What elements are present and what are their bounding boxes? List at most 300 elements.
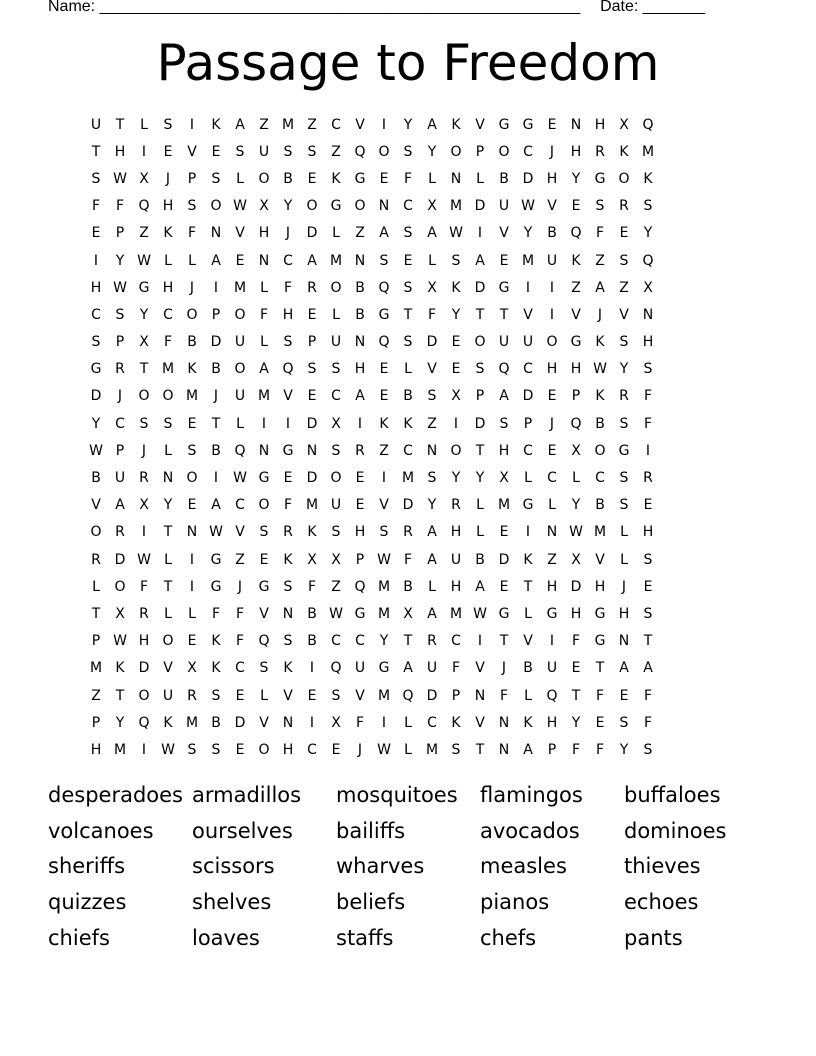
grid-letter: Z: [139, 225, 149, 242]
grid-letter: U: [522, 334, 534, 351]
grid-letter: A: [403, 660, 413, 677]
grid-letter: K: [619, 143, 629, 160]
grid-letter: E: [643, 497, 653, 514]
grid-letter: X: [139, 170, 149, 187]
grid-letter: M: [161, 361, 175, 378]
grid-letter: I: [381, 470, 387, 487]
grid-letter: H: [594, 578, 606, 595]
grid-letter: E: [307, 687, 317, 704]
grid-letter: H: [114, 143, 126, 160]
grid-letter: X: [331, 415, 341, 432]
grid-letter: A: [235, 116, 245, 133]
grid-row: [84, 111, 732, 138]
grid-letter: V: [475, 660, 485, 677]
grid-letter: C: [115, 415, 125, 432]
grid-letter: V: [547, 198, 557, 215]
grid-letter: K: [523, 714, 533, 731]
grid-letter: I: [93, 252, 99, 269]
grid-letter: L: [476, 524, 484, 541]
grid-letter: S: [283, 578, 293, 595]
grid-letter: A: [619, 660, 629, 677]
grid-letter: W: [377, 741, 391, 758]
grid-letter: O: [618, 170, 630, 187]
grid-letter: I: [285, 415, 291, 432]
grid-letter: M: [329, 252, 343, 269]
grid-row: [84, 410, 732, 437]
grid-letter: S: [139, 415, 149, 432]
grid-row: [84, 464, 732, 491]
grid-letter: W: [521, 198, 535, 215]
grid-letter: A: [427, 225, 437, 242]
grid-letter: G: [498, 605, 510, 622]
grid-letter: A: [115, 497, 125, 514]
grid-letter: X: [331, 714, 341, 731]
grid-letter: Q: [138, 714, 150, 731]
grid-letter: R: [115, 524, 125, 541]
grid-letter: M: [89, 660, 103, 677]
grid-letter: T: [163, 524, 173, 541]
grid-letter: Y: [139, 306, 149, 323]
grid-letter: X: [259, 198, 269, 215]
grid-letter: E: [499, 524, 509, 541]
grid-letter: U: [498, 334, 510, 351]
grid-letter: F: [187, 225, 197, 242]
grid-letter: V: [235, 524, 245, 541]
grid-letter: M: [257, 388, 271, 405]
grid-letter: Z: [595, 252, 605, 269]
grid-letter: I: [381, 714, 387, 731]
grid-letter: H: [162, 279, 174, 296]
grid-letter: C: [331, 116, 341, 133]
grid-letter: H: [546, 578, 558, 595]
page-title: Passage to Freedom: [156, 34, 660, 92]
grid-letter: S: [403, 279, 413, 296]
grid-letter: S: [451, 252, 461, 269]
grid-letter: V: [523, 306, 533, 323]
grid-letter: T: [595, 660, 605, 677]
grid-letter: N: [282, 714, 294, 731]
grid-letter: F: [643, 415, 653, 432]
grid-letter: P: [355, 551, 365, 568]
grid-letter: X: [571, 551, 581, 568]
grid-letter: X: [139, 497, 149, 514]
grid-row: [84, 383, 732, 410]
grid-letter: D: [522, 170, 534, 187]
grid-letter: L: [260, 279, 268, 296]
grid-letter: I: [453, 415, 459, 432]
grid-row: [84, 682, 732, 709]
grid-letter: X: [331, 551, 341, 568]
grid-letter: U: [258, 143, 270, 160]
grid-letter: B: [475, 551, 485, 568]
grid-letter: C: [595, 470, 605, 487]
grid-letter: H: [282, 306, 294, 323]
grid-letter: S: [259, 660, 269, 677]
grid-letter: C: [331, 388, 341, 405]
word-item: desperadoes: [48, 783, 183, 807]
grid-letter: J: [357, 741, 363, 758]
header-fields: [48, 0, 705, 17]
grid-letter: H: [642, 524, 654, 541]
grid-letter: A: [427, 524, 437, 541]
word-item: wharves: [336, 854, 425, 879]
grid-letter: P: [115, 334, 125, 351]
grid-letter: N: [546, 524, 558, 541]
grid-letter: W: [137, 252, 151, 269]
grid-letter: N: [378, 198, 390, 215]
grid-letter: X: [427, 198, 437, 215]
grid-letter: G: [378, 660, 390, 677]
grid-letter: K: [211, 660, 221, 677]
grid-letter: I: [645, 442, 651, 459]
grid-letter: U: [114, 470, 126, 487]
grid-letter: Q: [546, 687, 558, 704]
grid-letter: M: [593, 524, 607, 541]
grid-letter: J: [189, 279, 195, 296]
grid-letter: L: [188, 252, 196, 269]
grid-letter: U: [330, 334, 342, 351]
grid-letter: I: [189, 551, 195, 568]
grid-letter: F: [235, 633, 245, 650]
grid-letter: B: [211, 714, 221, 731]
grid-letter: K: [187, 361, 197, 378]
grid-letter: Z: [91, 687, 101, 704]
grid-letter: Q: [378, 334, 390, 351]
grid-letter: P: [91, 714, 101, 731]
grid-letter: Z: [235, 551, 245, 568]
grid-letter: L: [404, 361, 412, 378]
grid-letter: K: [283, 660, 293, 677]
grid-letter: S: [643, 361, 653, 378]
grid-row: [84, 709, 732, 736]
grid-letter: T: [571, 687, 581, 704]
grid-letter: E: [643, 578, 653, 595]
grid-letter: O: [258, 741, 270, 758]
grid-letter: F: [595, 687, 605, 704]
grid-letter: H: [258, 225, 270, 242]
grid-letter: F: [211, 605, 221, 622]
grid-letter: E: [547, 116, 557, 133]
grid-letter: L: [332, 225, 340, 242]
grid-letter: C: [403, 442, 413, 459]
grid-letter: H: [354, 361, 366, 378]
grid-letter: Y: [643, 225, 653, 242]
grid-letter: S: [331, 687, 341, 704]
grid-letter: I: [309, 660, 315, 677]
grid-letter: Q: [234, 442, 246, 459]
grid-letter: G: [330, 198, 342, 215]
grid-letter: K: [283, 551, 293, 568]
grid-letter: C: [403, 198, 413, 215]
grid-letter: H: [570, 143, 582, 160]
grid-letter: U: [234, 388, 246, 405]
grid-letter: D: [138, 660, 150, 677]
grid-letter: I: [477, 633, 483, 650]
grid-letter: Y: [475, 470, 485, 487]
grid-letter: Z: [619, 279, 629, 296]
grid-letter: F: [643, 687, 653, 704]
grid-letter: L: [428, 578, 436, 595]
grid-letter: L: [572, 470, 580, 487]
grid-letter: I: [525, 279, 531, 296]
grid-letter: H: [138, 633, 150, 650]
grid-letter: E: [547, 442, 557, 459]
grid-letter: D: [306, 415, 318, 432]
word-item: buffaloes: [624, 783, 721, 807]
grid-letter: L: [164, 442, 172, 459]
grid-letter: R: [403, 524, 413, 541]
grid-letter: E: [619, 687, 629, 704]
grid-letter: B: [187, 334, 197, 351]
name-field: Name: ______________________________________________________: [48, 0, 581, 15]
grid-row: [84, 274, 732, 301]
grid-letter: L: [620, 551, 628, 568]
grid-letter: L: [524, 687, 532, 704]
grid-letter: T: [499, 633, 509, 650]
grid-letter: Y: [451, 306, 461, 323]
grid-letter: S: [403, 334, 413, 351]
word-item: bailiffs: [336, 818, 406, 843]
grid-letter: V: [499, 225, 509, 242]
grid-letter: E: [355, 470, 365, 487]
grid-letter: I: [141, 524, 147, 541]
grid-row: [84, 437, 732, 464]
grid-letter: O: [378, 143, 390, 160]
grid-letter: W: [137, 551, 151, 568]
grid-letter: P: [211, 306, 221, 323]
grid-letter: R: [187, 687, 197, 704]
grid-letter: M: [641, 143, 655, 160]
grid-row: [84, 220, 732, 247]
grid-letter: N: [354, 334, 366, 351]
grid-letter: E: [451, 334, 461, 351]
grid-letter: L: [140, 116, 148, 133]
word-item: loaves: [192, 925, 260, 950]
grid-letter: S: [643, 551, 653, 568]
grid-letter: J: [501, 660, 507, 677]
grid-letter: U: [330, 497, 342, 514]
grid-letter: A: [475, 578, 485, 595]
word-item: beliefs: [336, 890, 406, 915]
grid-letter: R: [355, 442, 365, 459]
grid-letter: K: [379, 415, 389, 432]
grid-letter: Y: [571, 714, 581, 731]
grid-letter: H: [546, 714, 558, 731]
grid-letter: M: [377, 605, 391, 622]
grid-letter: F: [403, 551, 413, 568]
grid-letter: D: [90, 388, 102, 405]
grid-letter: I: [549, 633, 555, 650]
grid-letter: J: [141, 442, 147, 459]
grid-letter: Q: [138, 198, 150, 215]
grid-letter: P: [475, 388, 485, 405]
grid-letter: B: [211, 361, 221, 378]
grid-letter: X: [643, 279, 653, 296]
grid-letter: P: [187, 170, 197, 187]
grid-letter: S: [91, 334, 101, 351]
word-bank: [48, 779, 768, 957]
grid-letter: Q: [498, 361, 510, 378]
grid-letter: L: [164, 252, 172, 269]
grid-letter: W: [89, 442, 103, 459]
grid-letter: E: [283, 470, 293, 487]
grid-letter: W: [593, 361, 607, 378]
grid-letter: O: [162, 633, 174, 650]
grid-letter: F: [259, 306, 269, 323]
grid-letter: G: [138, 279, 150, 296]
grid-letter: C: [331, 633, 341, 650]
grid-letter: H: [282, 741, 294, 758]
grid-letter: H: [450, 578, 462, 595]
grid-letter: M: [425, 741, 439, 758]
grid-letter: A: [499, 388, 509, 405]
grid-letter: O: [210, 198, 222, 215]
grid-letter: V: [91, 497, 101, 514]
grid-row: [84, 546, 732, 573]
grid-letter: T: [211, 415, 221, 432]
grid-letter: W: [569, 524, 583, 541]
grid-letter: S: [211, 741, 221, 758]
grid-letter: F: [571, 741, 581, 758]
grid-row: [84, 329, 732, 356]
grid-letter: V: [475, 714, 485, 731]
grid-letter: G: [378, 306, 390, 323]
grid-letter: Z: [379, 442, 389, 459]
grid-letter: N: [498, 741, 510, 758]
grid-letter: U: [426, 660, 438, 677]
grid-letter: U: [234, 334, 246, 351]
grid-letter: D: [402, 497, 414, 514]
grid-letter: H: [450, 524, 462, 541]
grid-letter: Z: [331, 143, 341, 160]
grid-letter: S: [619, 714, 629, 731]
grid-letter: I: [141, 741, 147, 758]
word-item: ourselves: [192, 818, 293, 843]
grid-row: [84, 628, 732, 655]
grid-letter: S: [283, 143, 293, 160]
word-item: thieves: [624, 854, 701, 879]
grid-letter: S: [283, 334, 293, 351]
grid-letter: O: [546, 334, 558, 351]
grid-letter: Q: [570, 415, 582, 432]
grid-letter: G: [282, 442, 294, 459]
grid-letter: K: [211, 633, 221, 650]
grid-letter: R: [307, 279, 317, 296]
word-item: shelves: [192, 890, 272, 915]
grid-letter: G: [498, 116, 510, 133]
grid-letter: E: [307, 388, 317, 405]
grid-letter: M: [521, 252, 535, 269]
grid-letter: T: [475, 306, 485, 323]
grid-letter: P: [115, 225, 125, 242]
grid-letter: T: [523, 578, 533, 595]
grid-letter: S: [595, 198, 605, 215]
grid-letter: E: [163, 143, 173, 160]
grid-letter: N: [618, 633, 630, 650]
grid-letter: D: [210, 334, 222, 351]
grid-letter: L: [428, 170, 436, 187]
grid-letter: O: [498, 143, 510, 160]
grid-letter: S: [163, 415, 173, 432]
grid-letter: N: [498, 714, 510, 731]
grid-letter: P: [91, 633, 101, 650]
grid-letter: G: [354, 170, 366, 187]
grid-letter: S: [331, 442, 341, 459]
grid-letter: R: [91, 551, 101, 568]
grid-letter: G: [522, 116, 534, 133]
grid-letter: X: [451, 388, 461, 405]
grid-letter: E: [379, 170, 389, 187]
grid-letter: Q: [642, 116, 654, 133]
grid-letter: E: [379, 388, 389, 405]
grid-letter: H: [162, 198, 174, 215]
grid-letter: Y: [523, 225, 533, 242]
grid-letter: G: [594, 633, 606, 650]
grid-letter: N: [570, 116, 582, 133]
grid-letter: H: [90, 279, 102, 296]
grid-letter: A: [475, 252, 485, 269]
grid-letter: H: [546, 361, 558, 378]
grid-letter: U: [354, 660, 366, 677]
grid-letter: J: [165, 170, 171, 187]
grid-letter: F: [139, 578, 149, 595]
grid-letter: Y: [91, 415, 101, 432]
grid-letter: S: [259, 524, 269, 541]
grid-letter: J: [237, 578, 243, 595]
grid-letter: H: [594, 116, 606, 133]
grid-letter: E: [403, 252, 413, 269]
grid-letter: T: [91, 605, 101, 622]
grid-letter: D: [570, 578, 582, 595]
grid-letter: N: [210, 225, 222, 242]
grid-letter: E: [211, 143, 221, 160]
grid-letter: Y: [403, 116, 413, 133]
grid-letter: J: [117, 388, 123, 405]
grid-letter: D: [306, 470, 318, 487]
grid-letter: A: [643, 660, 653, 677]
grid-letter: O: [306, 198, 318, 215]
word-item: volcanoes: [48, 818, 154, 843]
grid-letter: S: [643, 605, 653, 622]
grid-letter: M: [185, 714, 199, 731]
grid-letter: S: [619, 252, 629, 269]
grid-letter: W: [113, 279, 127, 296]
grid-letter: K: [115, 660, 125, 677]
grid-letter: E: [595, 714, 605, 731]
grid-letter: M: [185, 388, 199, 405]
grid-letter: L: [188, 605, 196, 622]
grid-letter: F: [307, 578, 317, 595]
word-item: pianos: [480, 890, 550, 915]
grid-row: [84, 138, 732, 165]
grid-letter: O: [186, 470, 198, 487]
grid-letter: F: [451, 660, 461, 677]
grid-letter: S: [235, 143, 245, 160]
grid-letter: Y: [163, 497, 173, 514]
grid-letter: L: [236, 170, 244, 187]
grid-letter: I: [525, 524, 531, 541]
grid-letter: S: [283, 633, 293, 650]
grid-letter: O: [330, 279, 342, 296]
grid-letter: T: [475, 442, 485, 459]
grid-letter: A: [595, 279, 605, 296]
grid-letter: V: [475, 116, 485, 133]
grid-letter: P: [523, 415, 533, 432]
date-field: Date: _______: [600, 0, 706, 15]
grid-letter: A: [427, 551, 437, 568]
grid-letter: N: [282, 605, 294, 622]
grid-letter: S: [619, 334, 629, 351]
